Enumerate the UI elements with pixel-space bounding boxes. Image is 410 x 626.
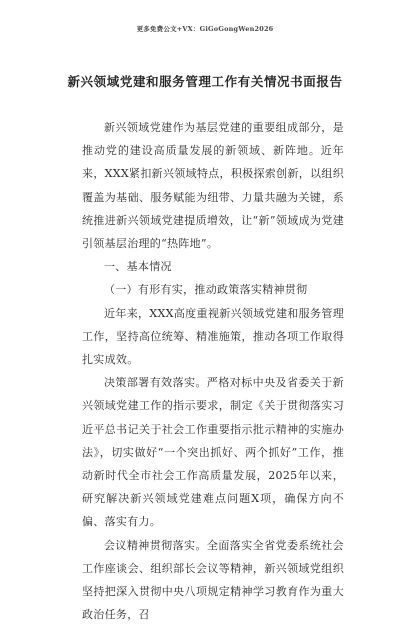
document-title: 新兴领域党建和服务管理工作有关情况书面报告	[67, 74, 343, 89]
body-paragraph: 近年来，XXX高度重视新兴领域党建和服务管理工作，坚持高位统筹、精准施策，推动各项工作取得扎实成效。	[82, 306, 344, 367]
subsection-heading: （一）有形有实，推动政策落实精神贯彻	[104, 283, 308, 297]
body-paragraph: 决策部署有效落实。严格对标中央及省委关于新兴领域党建工作的指示要求，制定《关于贯彻落实习近平总书记关于社会工作重要指示批示精神的实施办法》，切实做好“一个突出抓好、两个抓好”工作，推动新时代全市社会工作高质量发展，2025年以来，研究解决新兴领域党建难点问题X项，确保方向不偏、落实有力。	[82, 376, 344, 529]
section-heading: 一、基本情况	[104, 260, 172, 274]
intro-paragraph: 新兴领域党建作为基层党建的重要组成部分，是推动党的建设高质量发展的新领域、新阵地。近年来，XXX紧扣新兴领域特点，积极探索创新，以组织覆盖为基础、服务赋能为纽带、力量共融为关键，系统推进新兴领域党建提质增效，让“新”领域成为党建引领基层治理的“热阵地”。	[82, 121, 344, 251]
header-note: 更多免费公文+VX：GiGoGongWen2026	[136, 25, 274, 33]
body-paragraph: 会议精神贯彻落实。全面落实全省党委系统社会工作座谈会、组织部长会议等精神，新兴领域党组织坚持把深入贯彻中央八项规定精神学习教育作为重大政治任务，召	[82, 538, 344, 622]
document-body	[82, 116, 344, 626]
